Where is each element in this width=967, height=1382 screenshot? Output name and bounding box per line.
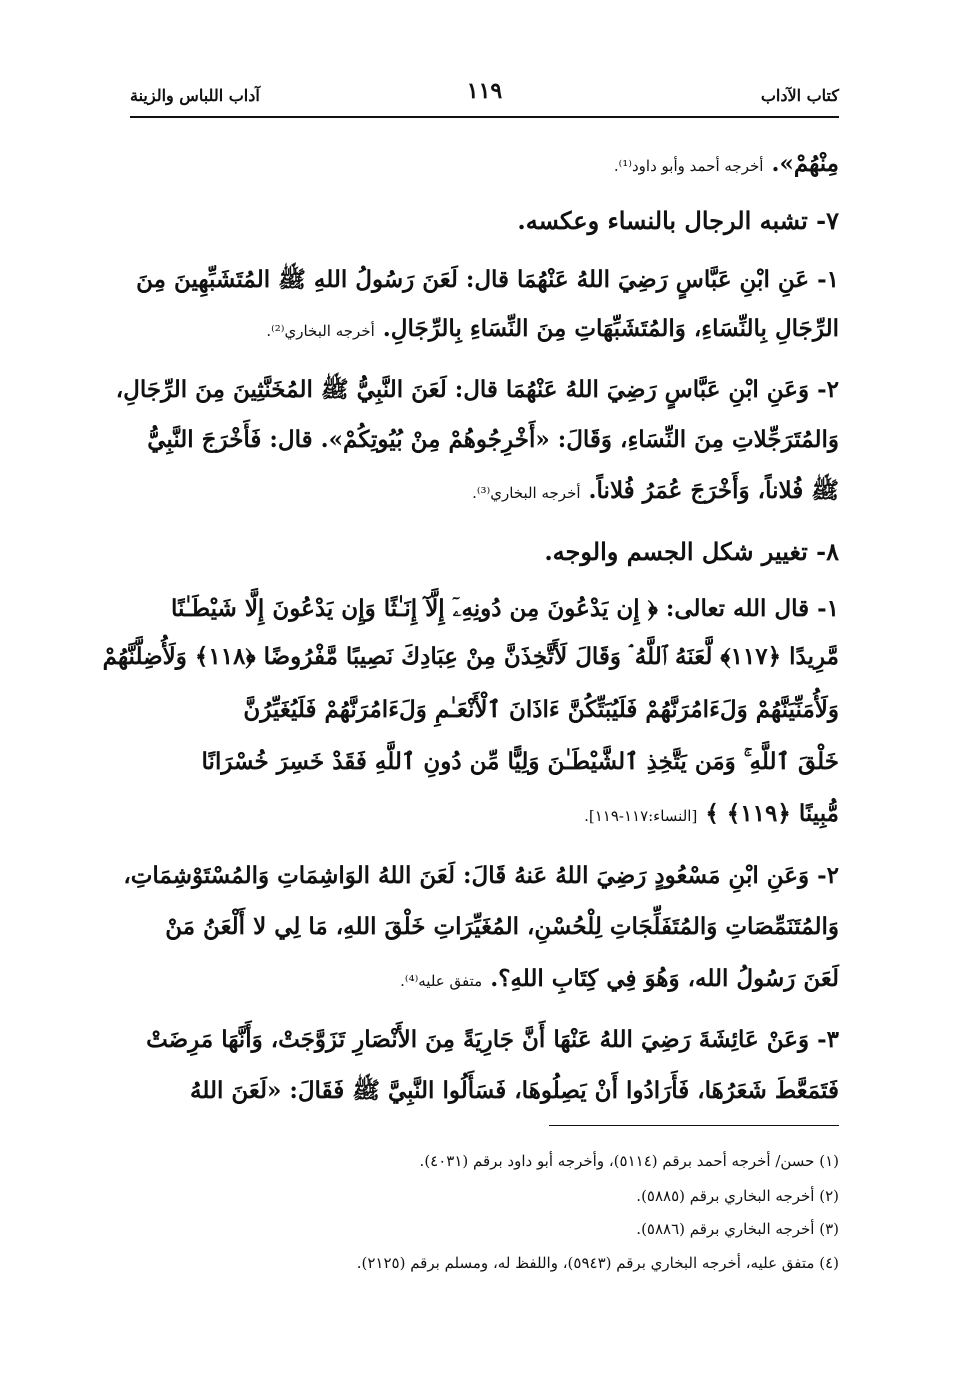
s8-verse-line2: مَّرِيدًا ﴿١١٧﴾ لَّعَنَهُ ٱللَّهُ ۘ وَقَالَ لَأَتَّخِذَنَّ مِنْ عِبَادِكَ نَصِيبًا مَّفْرُوضًا ﴿١١٨﴾ وَلَأُضِلَّنَّهُمْ bbox=[102, 643, 839, 670]
s7-hadith2-line2: وَالمُتَرَجِّلاتِ مِنَ النِّسَاءِ، وَقَالَ: «أَخْرِجُوهُمْ مِنْ بُيُوتِكُمْ». قال: فَأَخْرَجَ النَّبِيُّ bbox=[147, 426, 839, 453]
s7-hadith2-line1: ٢- وَعَنِ ابْنِ عَبَّاسٍ رَضِيَ اللهُ عَنْهُمَا قال: لَعَنَ النَّبِيُّ ﷺ المُخَنَّثِينَ مِنَ الرِّجَالِ، bbox=[115, 376, 839, 403]
s7-hadith1-line2 bbox=[122, 315, 839, 342]
continuation-text: مِنْهُمْ». bbox=[771, 150, 839, 177]
footnote-4: (٤) متفق عليه، أخرجه البخاري برقم (٥٩٤٣)، واللفظ له، ومسلم برقم (٢١٢٥). bbox=[356, 1254, 839, 1272]
s8-verse-ref: [النساء:١١٧-١١٩]. bbox=[584, 807, 698, 825]
running-header bbox=[130, 80, 839, 114]
s8-hadith3-line2: فَتَمَعَّطَ شَعَرُهَا، فَأَرَادُوا أَنْ يَصِلُوهَا، فَسَأَلُوا النَّبِيَّ ﷺ فَقَالَ: «لَعَنَ اللهُ bbox=[190, 1077, 839, 1104]
continuation-line bbox=[122, 150, 839, 177]
section-8-heading: ٨- تغيير شكل الجسم والوجه. bbox=[544, 537, 839, 566]
footnote-divider bbox=[549, 1125, 839, 1126]
section-7-heading: ٧- تشبه الرجال بالنساء وعكسه. bbox=[517, 206, 839, 235]
s7-hadith2-ref: أخرجه البخاري⁽³⁾. bbox=[472, 484, 581, 502]
s8-hadith2-line3 bbox=[122, 965, 839, 992]
s8-hadith2-line2: وَالمُتَنَمِّصَاتِ وَالمُتَفَلِّجَاتِ لِلْحُسْنِ، المُغَيِّرَاتِ خَلْقَ اللهِ، مَا لِي لا أَلْعَنُ مَنْ bbox=[165, 913, 839, 940]
s7-hadith2-line3 bbox=[122, 476, 839, 510]
s8-hadith2-text: لَعَنَ رَسُولُ الله، وَهُوَ فِي كِتَابِ اللهِ؟. bbox=[490, 965, 839, 992]
s8-hadith2-line1: ٢- وَعَنِ ابْنِ مَسْعُودٍ رَضِيَ اللهُ عَنهُ قَالَ: لَعَنَ اللهُ الوَاشِمَاتِ وَالمُسْتَوْشِمَاتِ، bbox=[123, 862, 839, 889]
s8-verse-line5 bbox=[122, 800, 839, 827]
header-divider bbox=[130, 116, 839, 118]
s8-verse-line4: خَلْقَ ٱللَّهِ ۚ وَمَن يَتَّخِذِ ٱلشَّيْطَـٰنَ وَلِيًّا مِّن دُونِ ٱللَّهِ فَقَدْ خَسِرَ خُسْرَانًا bbox=[201, 748, 839, 775]
s7-hadith2-text: ﷺ فُلاناً، وَأَخْرَجَ عُمَرُ فُلاناً. bbox=[588, 477, 839, 504]
s8-verse-end: مُّبِينًا ﴿١١٩﴾ ﴾ bbox=[705, 800, 839, 827]
s8-hadith2-ref: متفق عليه⁽⁴⁾. bbox=[400, 972, 483, 990]
s8-verse-line1: ١- قال الله تعالى: ﴿ إِن يَدْعُونَ مِن دُونِهِۦٓ إِلَّآ إِنَـٰثًا وَإِن يَدْعُونَ إِلَّا شَيْطَـٰنًا bbox=[171, 595, 839, 622]
s8-hadith3-line1: ٣- وَعَنْ عَائِشَةَ رَضِيَ اللهُ عَنْهَا أَنَّ جَارِيَةً مِنَ الأَنْصَارِ تَزَوَّجَتْ، وَأَنَّهَا مَرِضَتْ bbox=[146, 1026, 839, 1053]
s7-hadith1-text: الرِّجَالِ بِالنِّسَاءِ، وَالمُتَشَبِّهَاتِ مِنَ النِّسَاءِ بِالرِّجَالِ. bbox=[382, 315, 839, 342]
continuation-ref: أخرجه أحمد وأبو داود⁽¹⁾. bbox=[613, 157, 764, 175]
page-number: ١١٩ bbox=[466, 78, 503, 104]
chapter-title: آداب اللباس والزينة bbox=[130, 86, 260, 105]
book-title: كتاب الآداب bbox=[760, 86, 839, 105]
s8-verse-line3: وَلَأُمَنِّيَنَّهُمْ وَلَءَامُرَنَّهُمْ فَلَيُبَتِّكُنَّ ءَاذَانَ ٱلْأَنْعَـٰمِ وَلَءَامُرَنَّهُمْ فَلَيُغَيِّرُنَّ bbox=[243, 696, 839, 723]
s7-hadith1-ref: أخرجه البخاري⁽²⁾. bbox=[266, 322, 375, 340]
s7-hadith1-line1: ١- عَنِ ابْنِ عَبَّاسٍ رَضِيَ اللهُ عَنْهُمَا قال: لَعَنَ رَسُولُ اللهِ ﷺ المُتَشَبِّهِينَ مِنَ bbox=[136, 266, 839, 293]
footnote-2: (٢) أخرجه البخاري برقم (٥٨٨٥). bbox=[636, 1187, 839, 1205]
footnote-1: (١) حسن/ أخرجه أحمد برقم (٥١١٤)، وأخرجه أبو داود برقم (٤٠٣١). bbox=[419, 1152, 839, 1170]
footnote-3: (٣) أخرجه البخاري برقم (٥٨٨٦). bbox=[636, 1220, 839, 1238]
